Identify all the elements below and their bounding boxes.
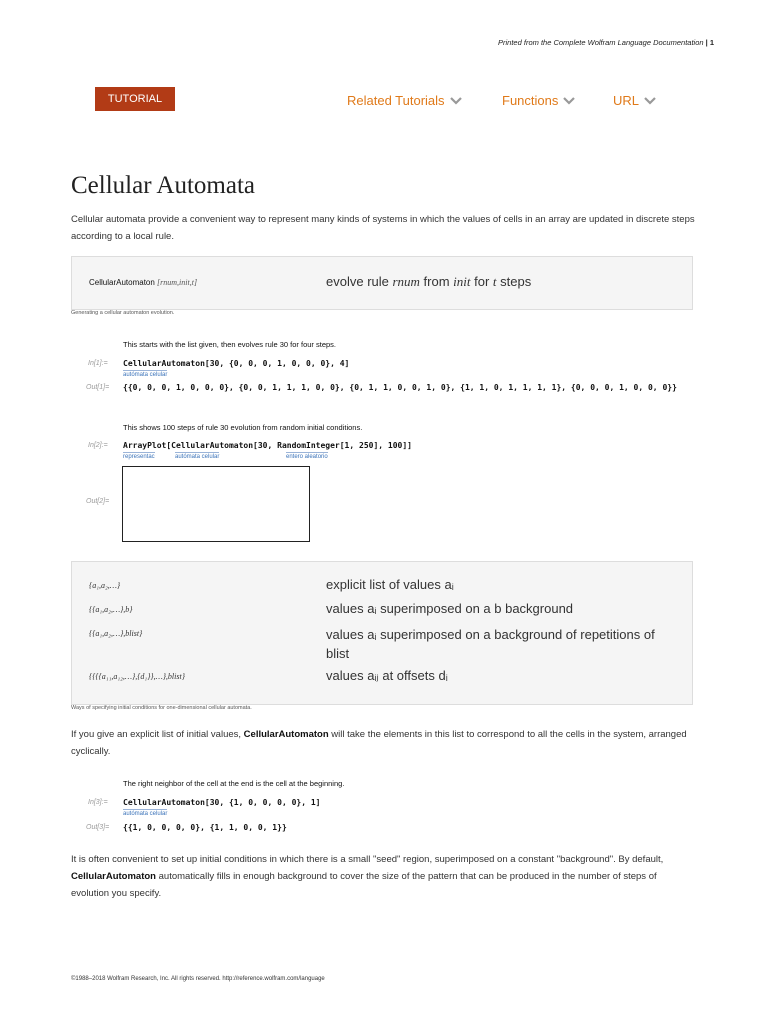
input-code[interactable]: ArrayPlot[CellularAutomaton[30, RandomInteger[1, 250], 100]] — [123, 441, 412, 450]
input-code[interactable]: CellularAutomaton[30, {1, 0, 0, 0, 0}, 1] — [123, 798, 321, 807]
function-link[interactable]: CellularAutomaton — [71, 871, 156, 882]
input-code[interactable]: CellularAutomaton[30, {0, 0, 0, 1, 0, 0, 0}, 4] — [123, 359, 350, 368]
url-label: URL — [613, 93, 640, 108]
desc-text: for — [470, 274, 493, 289]
chevron-down-icon — [449, 94, 463, 108]
array-plot-output — [122, 466, 310, 542]
desc-text: evolve rule — [326, 274, 393, 289]
paragraph — [71, 726, 696, 760]
output-label: Out[3]= — [86, 824, 110, 831]
function-name[interactable]: CellularAutomaton — [89, 278, 155, 287]
url-menu[interactable] — [613, 93, 657, 108]
output-value: {{0, 0, 0, 1, 0, 0, 0}, {0, 0, 1, 1, 1, 0, 0}, {0, 1, 1, 0, 0, 1, 0}, {1, 1, 0, 1, 1, 1, 1}, {0, 0, 0, 1, 0, 0, 0}} — [123, 383, 677, 392]
input-label: In[3]:= — [88, 799, 108, 806]
function-args: [rnum,init,t] — [157, 278, 198, 287]
row-code: {{{{a₁₁,a₁₂,…},{d₁}},…},blist} — [89, 672, 185, 681]
tutorial-tag: TUTORIAL — [95, 87, 175, 111]
table-caption: Ways of specifying initial conditions for one-dimensional cellular automata. — [71, 705, 252, 711]
example-text: The right neighbor of the cell at the end is the cell at the beginning. — [123, 779, 345, 788]
intro-paragraph: Cellular automata provide a convenient way to represent many kinds of systems in which the values of cells in an array are updated in discrete steps according to a local rule. — [71, 214, 695, 242]
function-table — [71, 256, 693, 310]
function-link[interactable]: CellularAutomaton — [243, 729, 329, 740]
footer-copyright: ©1988–2018 Wolfram Research, Inc. All rights reserved. http://reference.wolfram.com/language — [71, 976, 325, 982]
row-desc: values aᵢ superimposed on a b background — [326, 601, 574, 616]
functions-label: Functions — [502, 93, 559, 108]
desc-var: rnum — [392, 274, 420, 289]
table-caption: Generating a cellular automaton evolution. — [71, 310, 175, 316]
output-label: Out[1]= — [86, 384, 110, 391]
row-code: {{a₁,a₂,…},b} — [89, 605, 133, 614]
row-desc: values aᵢⱼ at offsets dᵢ — [326, 668, 448, 683]
desc-var: t — [492, 274, 497, 289]
para-text: If you give an explicit list of initial values, — [71, 729, 244, 740]
chevron-down-icon — [643, 94, 657, 108]
example-text: This shows 100 steps of rule 30 evolution from random initial conditions. — [123, 423, 363, 432]
functions-menu[interactable] — [502, 93, 576, 108]
desc-text: from — [419, 274, 454, 289]
desc-text: steps — [496, 274, 532, 289]
para-text: automatically fills in enough background to cover the size of the pattern that can be produced in the number of steps of evolution you specify. — [71, 871, 657, 899]
row-desc: explicit list of values aᵢ — [326, 577, 454, 592]
related-tutorials-label: Related Tutorials — [347, 93, 445, 108]
output-label: Out[2]= — [86, 498, 110, 505]
input-label: In[2]:= — [88, 442, 108, 449]
page-title: Cellular Automata — [71, 172, 255, 199]
print-header-text: Printed from the Complete Wolfram Language Documentation — [498, 38, 704, 47]
row-code: {{a₁,a₂,…},blist} — [89, 629, 143, 638]
chevron-down-icon — [562, 94, 576, 108]
function-table-code — [89, 278, 197, 287]
code-hint[interactable]: entero aleatorio — [286, 454, 328, 460]
related-tutorials-menu[interactable] — [347, 93, 463, 108]
code-hint[interactable]: autómata celular — [123, 372, 168, 378]
initial-conditions-table — [71, 561, 693, 705]
print-header: Printed from the Complete Wolfram Language Documentation | 1 — [498, 38, 714, 47]
para-text: It is often convenient to set up initial conditions in which there is a small "seed" region, superimposed on a constant "background". By default, — [71, 854, 664, 865]
input-label: In[1]:= — [88, 360, 108, 367]
code-hint[interactable]: autómata celular — [175, 454, 220, 460]
function-table-desc — [326, 274, 531, 290]
output-value: {{1, 0, 0, 0, 0}, {1, 1, 0, 0, 1}} — [123, 823, 287, 832]
paragraph — [71, 851, 696, 902]
row-desc: values aᵢ superimposed on a background of repetitions of blist — [326, 627, 655, 661]
code-hint[interactable]: autómata celular — [123, 811, 168, 817]
desc-var: init — [453, 274, 471, 289]
code-hint[interactable]: representac — [123, 454, 155, 460]
example-text: This starts with the list given, then evolves rule 30 for four steps. — [123, 340, 337, 349]
row-code: {a₁,a₂,…} — [89, 581, 121, 590]
page-number: 1 — [709, 38, 714, 47]
para-text: will take the elements in this list to correspond to all the cells in the system, arranged cyclically. — [71, 729, 687, 757]
